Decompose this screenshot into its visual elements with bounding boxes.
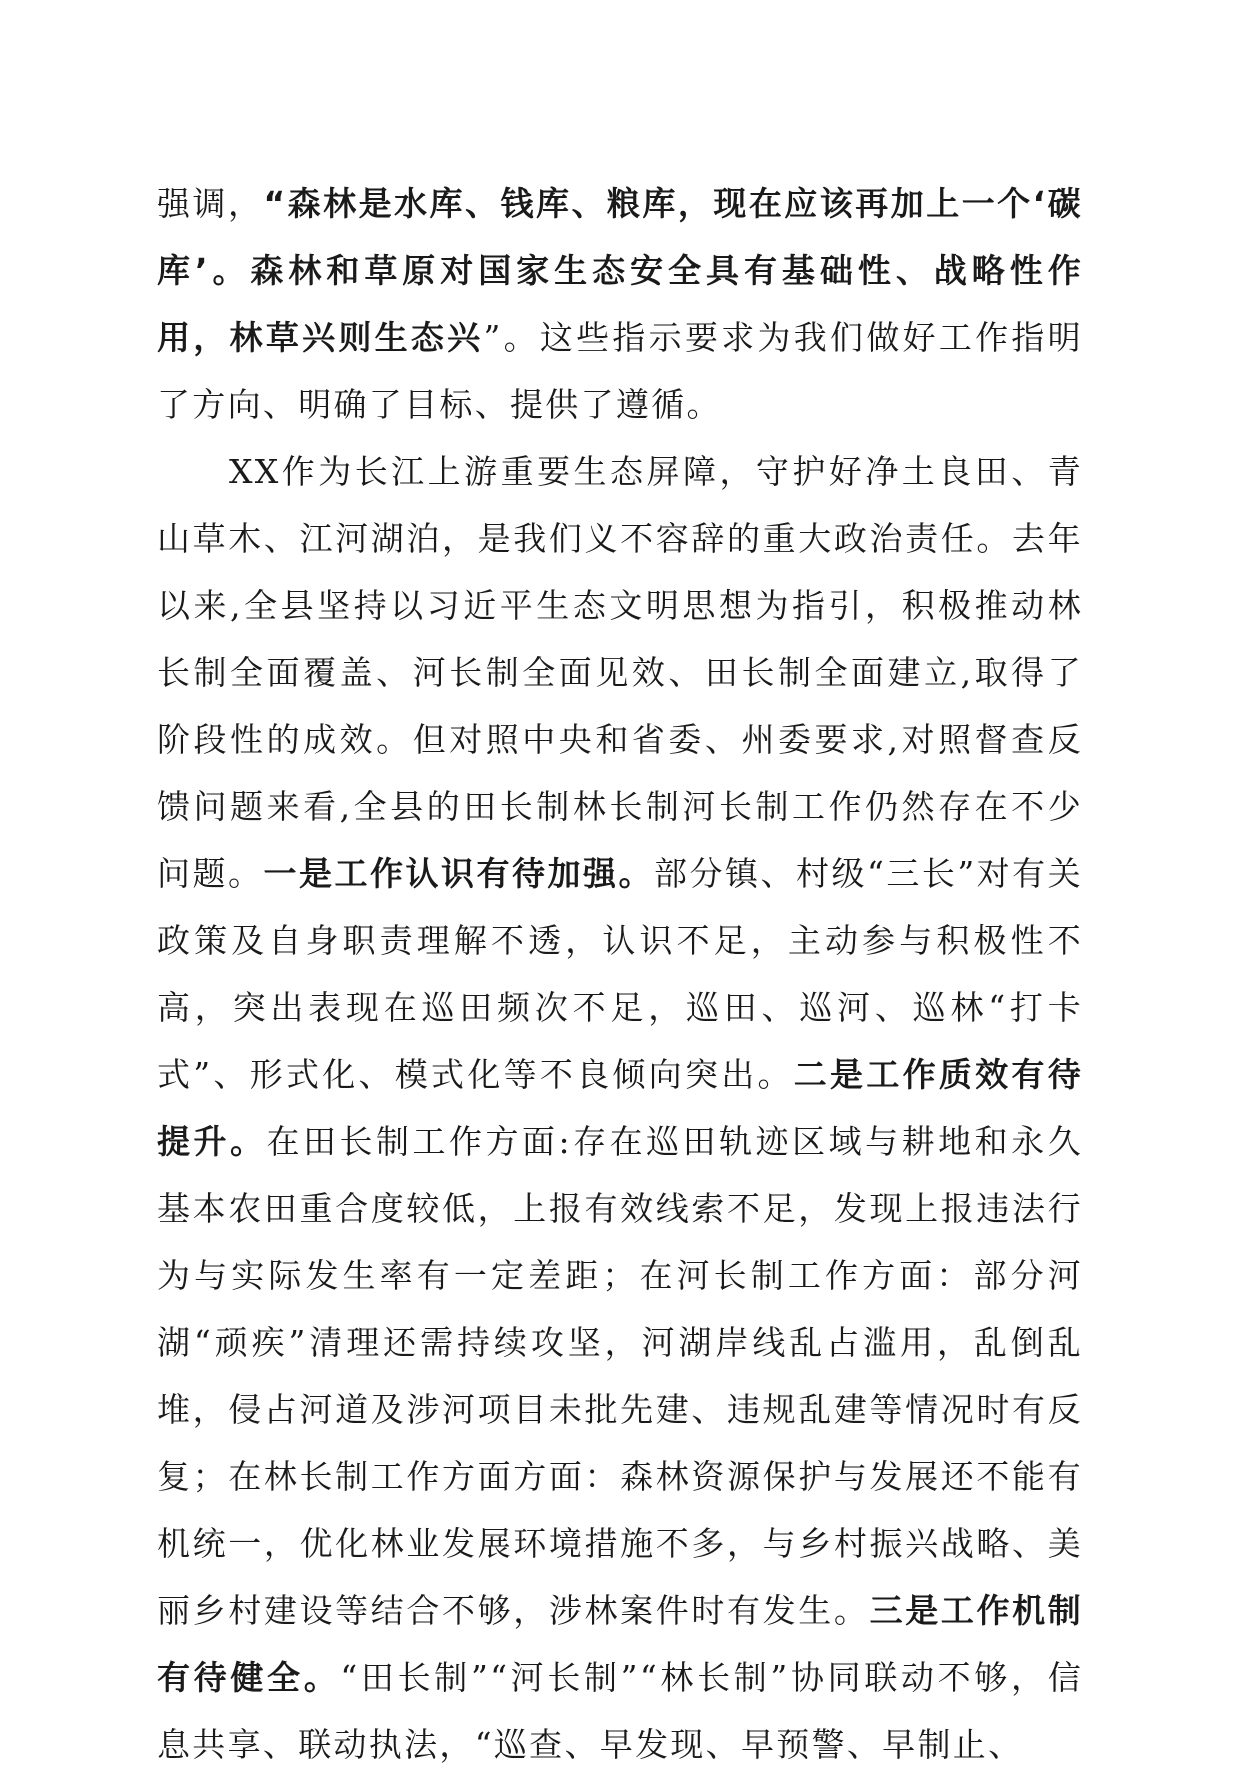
document-page <box>157 170 1083 1778</box>
bold-heading-point-3: 三是工作机制有待健全。 <box>157 1591 1083 1697</box>
text-run: XX作为长江上游重要生态屏障，守护好净土良田、青山草木、江河湖泊，是我们义不容辞的重大政治责任。去年以来,全县坚持以习近平生态文明思想为指引，积极推动林长制全面覆盖、河长制全面见效、田长制全面建立,取得了阶段性的成效。但对照中央和省委、州委要求,对照督查反馈问题来看,全县的田长制林长制河长制工作仍然存在不少问题。 <box>157 452 1083 893</box>
text-run: 强调， <box>157 184 264 223</box>
bold-heading-point-2: 二是工作质效有待提升。 <box>157 1055 1083 1161</box>
text-run: 部分镇、村级“三长”对有关政策及自身职责理解不透，认识不足，主动参与积极性不高，突出表现在巡田频次不足，巡田、巡河、巡林“打卡式”、形式化、模式化等不良倾向突出。 <box>157 854 1083 1094</box>
bold-quote: “森林是水库、钱库、粮库，现在应该再加上一个‘碳库’。森林和草原对国家生态安全具有基础性、战略性作用，林草兴则生态兴 <box>157 184 1083 357</box>
paragraph-2 <box>157 438 1083 1778</box>
text-run: ”。这些指示要求为我们做好工作指明了方向、明确了目标、提供了遵循。 <box>157 318 1083 424</box>
bold-heading-point-1: 一是工作认识有待加强。 <box>263 854 654 893</box>
text-run: 在田长制工作方面:存在巡田轨迹区域与耕地和永久基本农田重合度较低，上报有效线索不足，发现上报违法行为与实际发生率有一定差距；在河长制工作方面：部分河湖“顽疾”清理还需持续攻坚，河湖岸线乱占滥用，乱倒乱堆，侵占河道及涉河项目未批先建、违规乱建等情况时有反复；在林长制工作方面方面：森林资源保护与发展还不能有机统一，优化林业发展环境措施不多，与乡村振兴战略、美丽乡村建设等结合不够，涉林案件时有发生。 <box>157 1122 1083 1630</box>
paragraph-1 <box>157 170 1083 438</box>
text-run: “田长制”“河长制”“林长制”协同联动不够，信息共享、联动执法，“巡查、早发现、早预警、早制止、 <box>157 1658 1083 1764</box>
